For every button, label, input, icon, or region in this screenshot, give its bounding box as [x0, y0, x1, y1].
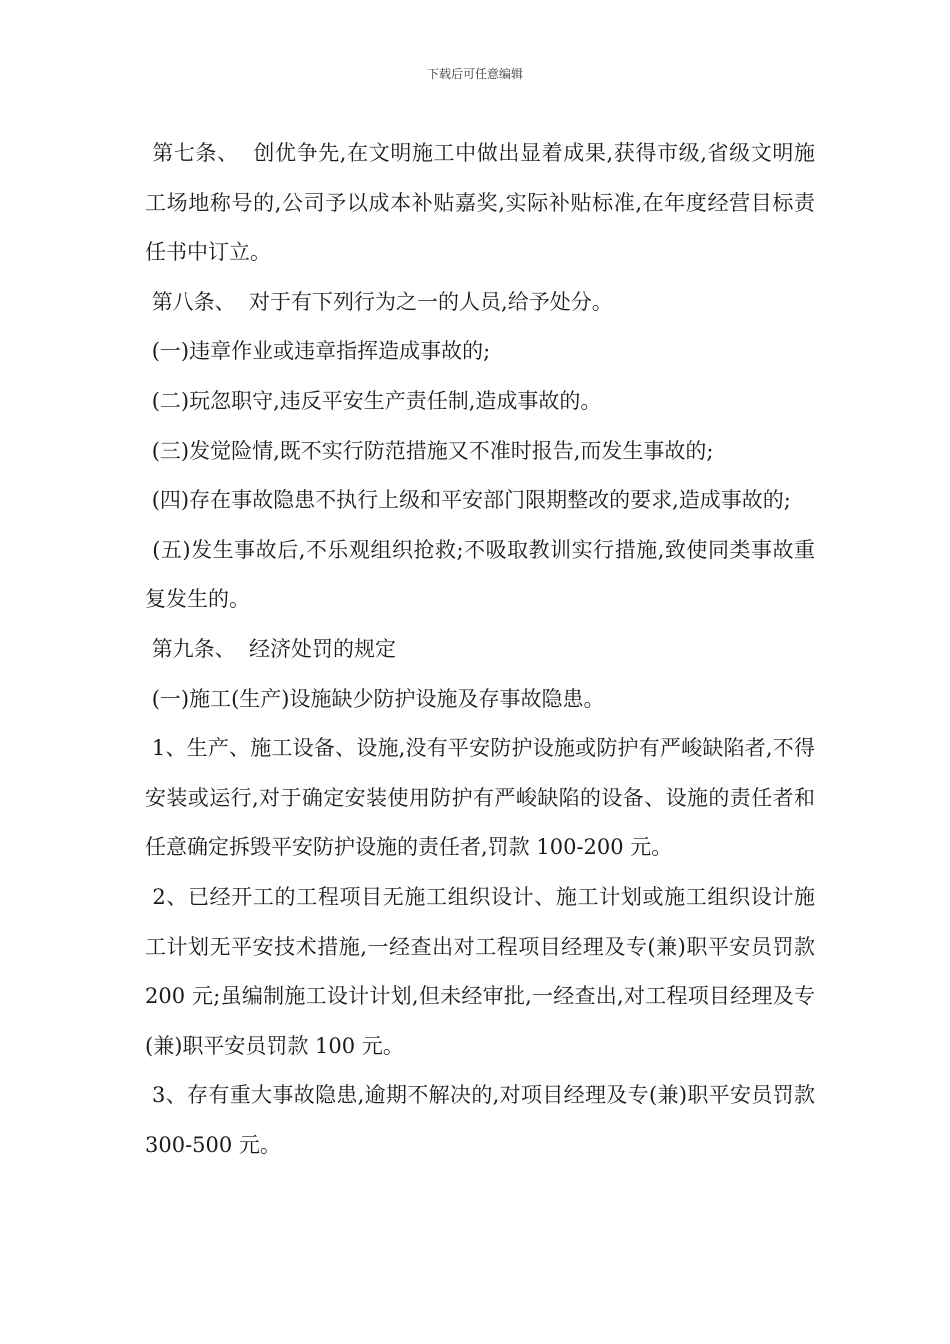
- paragraph-rule-1: 1、生产、施工设备、设施,没有平安防护设施或防护有严峻缺陷者,不得安装或运行,对于确定安装使用防护有严峻缺陷的设备、设施的责任者和任意确定拆毁平安防护设施的责任者,罚款 100-200 元。: [145, 736, 815, 860]
- paragraph-item-4: (四)存在事故隐患不执行上级和平安部门限期整改的要求,造成事故的;: [145, 488, 791, 513]
- paragraph-rule-2: 2、已经开工的工程项目无施工组织设计、施工计划或施工组织设计施工计划无平安技术措施,一经查出对工程项目经理及专(兼)职平安员罚款 200 元;虽编制施工设计计划,但未经审批,一经查出,对工程项目经理及专(兼)职平安员罚款 100 元。: [145, 884, 822, 1058]
- paragraph-rule-3: 3、存有重大事故隐患,逾期不解决的,对项目经理及专(兼)职平安员罚款 300-500 元。: [145, 1083, 822, 1157]
- paragraph-item-5: (五)发生事故后,不乐观组织抢救;不吸取教训实行措施,致使同类事故重复发生的。: [145, 537, 815, 612]
- paragraph-item-3: (三)发觉险情,既不实行防范措施又不准时报告,而发生事故的;: [145, 438, 714, 463]
- paragraph-item-2: (二)玩忽职守,违反平安生产责任制,造成事故的。: [145, 388, 602, 413]
- paragraph-article-8: 第八条、 对于有下列行为之一的人员,给予处分。: [145, 289, 613, 314]
- page-header-note: 下载后可任意编辑: [426, 67, 523, 81]
- paragraph-article-7: 第七条、 创优争先,在文明施工中做出显着成果,获得市级,省级文明施工场地称号的,公司予以成本补贴嘉奖,实际补贴标准,在年度经营目标责任书中订立。: [145, 141, 815, 265]
- paragraph-item-1: (一)违章作业或违章指挥造成事故的;: [145, 339, 491, 364]
- document-body: [145, 129, 822, 1170]
- paragraph-article-9: 第九条、 经济处罚的规定: [145, 636, 397, 661]
- paragraph-section-1: (一)施工(生产)设施缺少防护设施及存事故隐患。: [145, 686, 605, 711]
